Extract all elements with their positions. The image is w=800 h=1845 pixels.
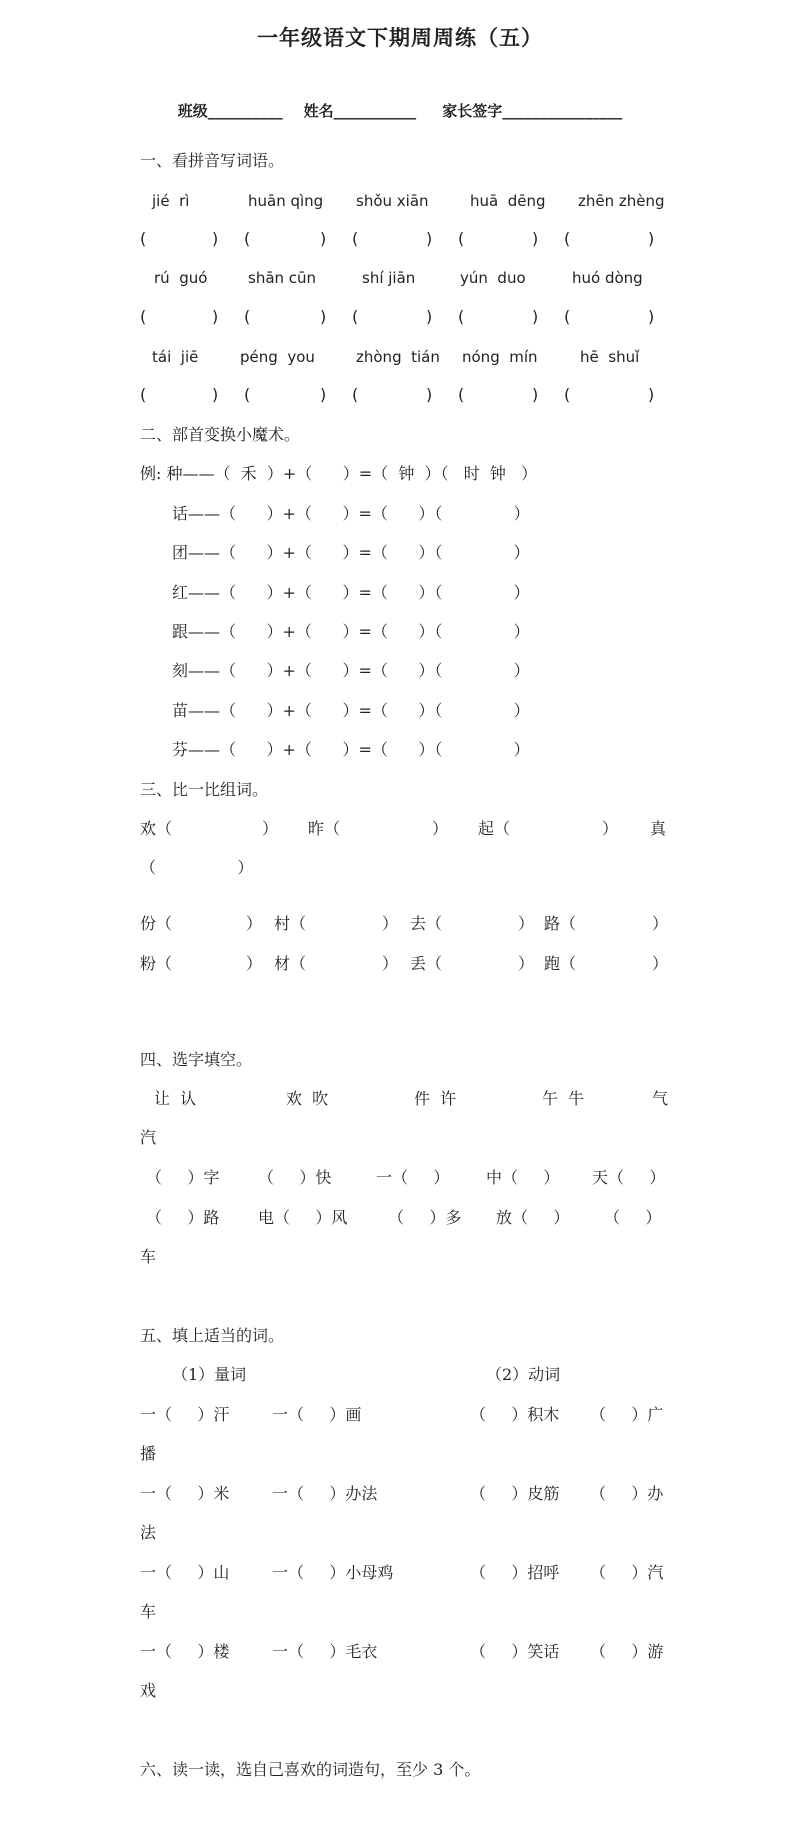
page-title: 一年级语文下期周周练（五） [257,26,543,50]
pinyin: tái jiē [152,348,199,366]
answer-blank-row-1: ( ) ( ) ( ) ( ) ( ) [140,229,655,248]
compare-row-2: 份（ ） 村（ ） 去（ ） 路（ ） [140,914,669,933]
compare-row-3: 粉（ ） 材（ ） 丢（ ） 跑（ ） [140,954,669,973]
pinyin: huó dòng [572,269,643,287]
pinyin: zhēn zhèng [578,192,665,210]
pinyin: nóng mín [462,348,538,366]
subheading-measure-words: （1）量词 [172,1365,247,1384]
radical-example: 例: 种——（ 禾 ）+（ ）=（ 钟 ）（ 时 钟 ） [140,464,538,483]
fill-row-2-wrap: 车 [140,1247,157,1266]
word-row-1-wrap: 播 [140,1444,157,1463]
radical-row: 跟——（ ）+（ ）=（ ）（ ） [172,622,530,641]
word-row-2: 一（ ）米 一（ ）办法 （ ）皮筋 （ ）办 [140,1484,664,1503]
pinyin: hē shuǐ [580,348,640,366]
word-row-3: 一（ ）山 一（ ）小母鸡 （ ）招呼 （ ）汽 [140,1563,664,1582]
pinyin-row-2 [140,267,670,289]
word-row-4-wrap: 戏 [140,1681,157,1700]
pinyin: rú guó [154,269,208,287]
radical-row: 团——（ ）+（ ）=（ ）（ ） [172,543,530,562]
char-choices-wrap: 汽 [140,1128,157,1147]
section-1-heading: 一、看拼音写词语。 [140,151,285,170]
subheading-verbs: （2）动词 [486,1365,561,1384]
word-row-3-wrap: 车 [140,1602,157,1621]
radical-row: 苗——（ ）+（ ）=（ ）（ ） [172,701,530,720]
answer-blank-row-3: ( ) ( ) ( ) ( ) ( ) [140,385,655,404]
student-info-line: 班级__________ 姓名___________ 家长签字________________ [177,102,623,120]
section-4-heading: 四、选字填空。 [140,1050,253,1069]
section-3-heading: 三、比一比组词。 [140,780,269,799]
pinyin: huā dēng [470,192,546,210]
section-5-subheadings [140,1364,670,1386]
radical-row: 刻——（ ）+（ ）=（ ）（ ） [172,661,530,680]
section-2-heading: 二、部首变换小魔术。 [140,425,301,444]
compare-row-1: 欢（ ） 昨（ ） 起（ ） 真 [140,819,667,838]
section-6-heading: 六、读一读，选自己喜欢的词造句，至少 3 个。 [140,1760,481,1779]
fill-row-1: （ ）字 （ ）快 一（ ） 中（ ） 天（ ） [146,1168,666,1187]
section-5-heading: 五、填上适当的词。 [140,1326,285,1345]
radical-row: 话——（ ）+（ ）=（ ）（ ） [172,504,530,523]
radical-row: 红——（ ）+（ ）=（ ）（ ） [172,583,530,602]
pinyin: jié rì [152,192,190,210]
compare-row-1-wrap: （ ） [140,858,254,877]
answer-blank-row-2: ( ) ( ) ( ) ( ) ( ) [140,307,655,326]
pinyin: shí jiān [362,269,416,287]
pinyin-row-1 [140,190,670,212]
pinyin: yún duo [460,269,526,287]
fill-row-2: （ ）路 电（ ）风 （ ）多 放（ ） （ ） [146,1208,662,1227]
pinyin: shān cūn [248,269,317,287]
word-row-1: 一（ ）汗 一（ ）画 （ ）积木 （ ）广 [140,1405,664,1424]
pinyin: zhòng tián [356,348,440,366]
pinyin: huān qìng [248,192,324,210]
word-row-4: 一（ ）楼 一（ ）毛衣 （ ）笑话 （ ）游 [140,1642,664,1661]
pinyin: péng you [240,348,315,366]
pinyin: shǒu xiān [356,192,429,210]
char-choices: 让 认 欢 吹 件 许 午 牛 气 [154,1089,669,1108]
radical-row: 芬——（ ）+（ ）=（ ）（ ） [172,740,530,759]
pinyin-row-3 [140,346,670,368]
word-row-2-wrap: 法 [140,1523,157,1542]
